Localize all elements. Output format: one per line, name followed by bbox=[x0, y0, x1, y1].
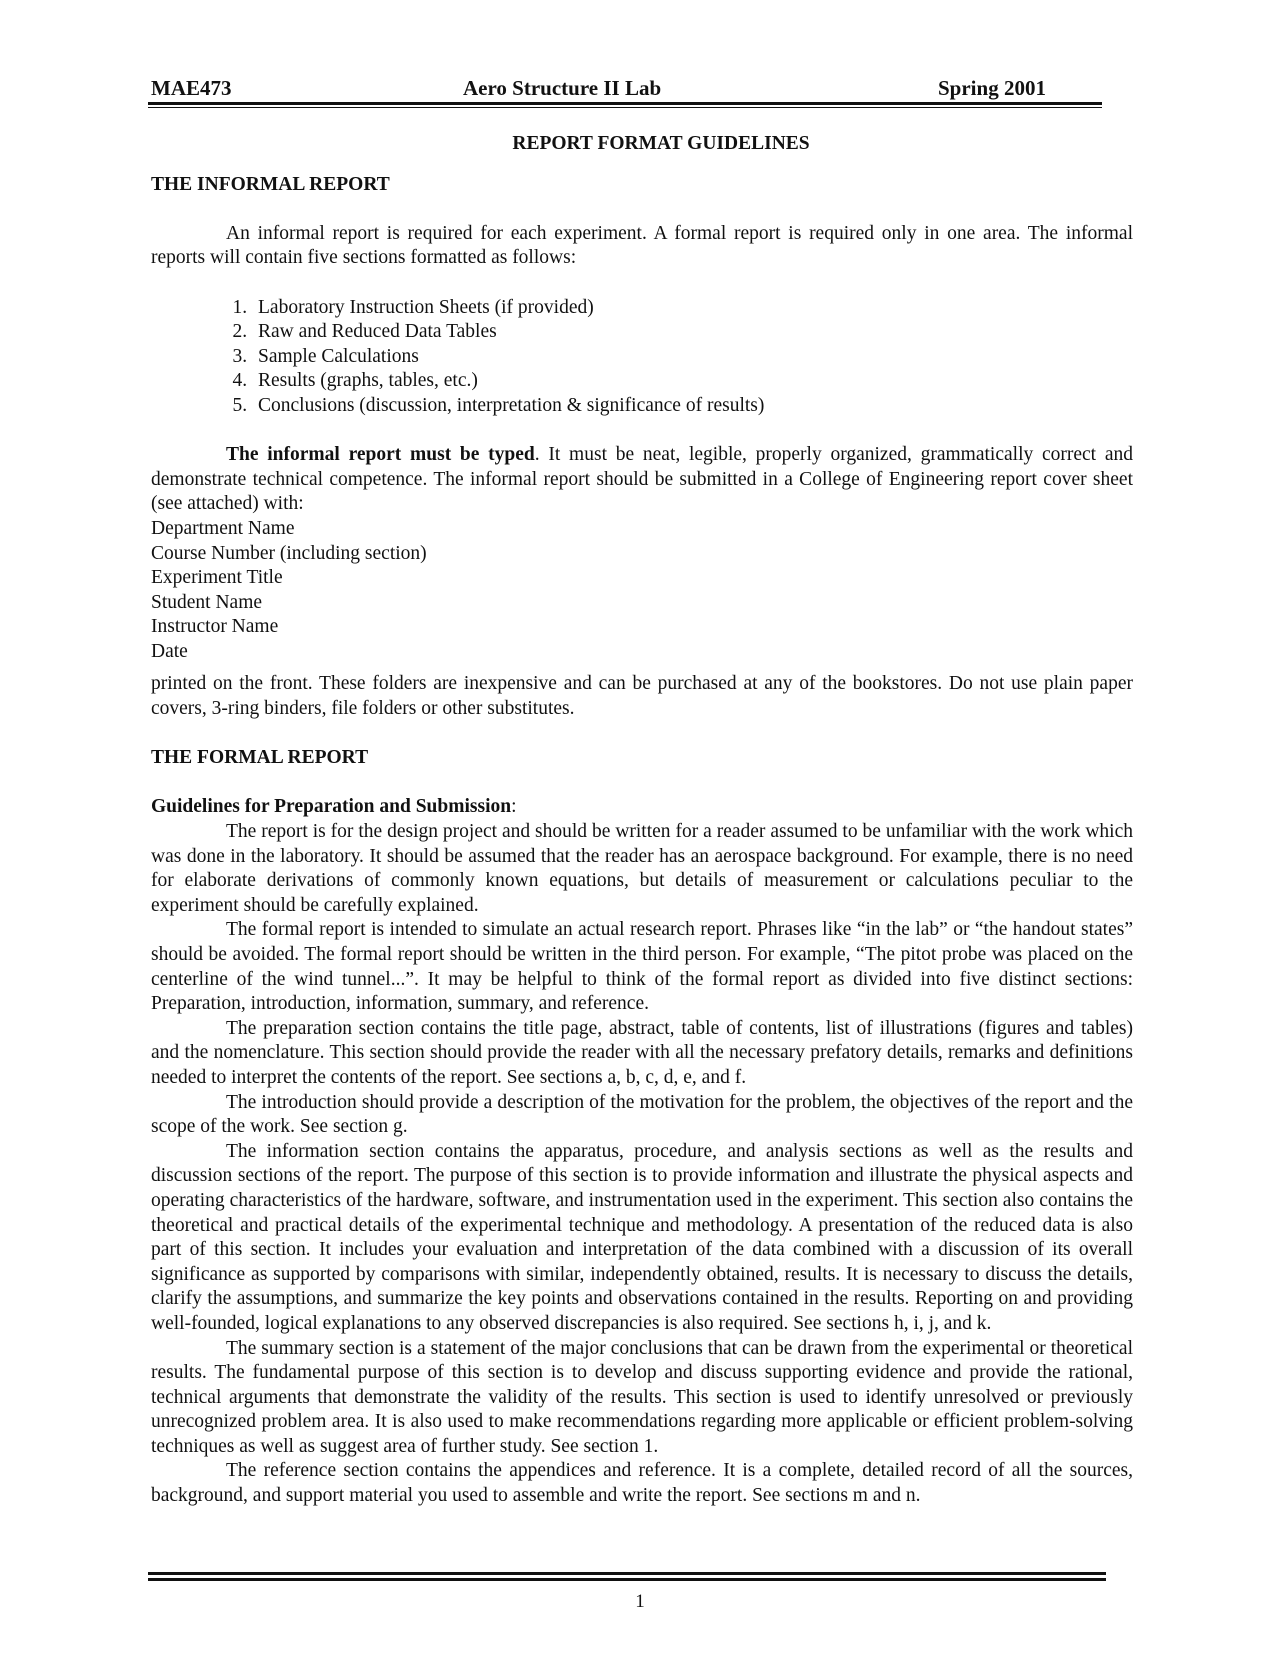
header-course: MAE473 bbox=[151, 76, 232, 100]
header-term: Spring 2001 bbox=[938, 76, 1046, 100]
list-item: 1. Laboratory Instruction Sheets (if provided) bbox=[252, 296, 1133, 321]
informal-sections-list bbox=[151, 296, 1133, 419]
formal-paragraph: The preparation section contains the title page, abstract, table of contents, list of illustrations (figures and tables) and the nomenclature. This section should provide the reader with all the necessary prefatory details, remarks and definitions needed to interpret the contents of the report. See sections a, b, c, d, e, and f. bbox=[151, 1017, 1133, 1088]
footer-rule-lower bbox=[148, 1578, 1106, 1581]
formal-subheading bbox=[151, 795, 1133, 820]
list-item: 5. Conclusions (discussion, interpretation & significance of results) bbox=[252, 394, 1133, 419]
footer-rule-upper bbox=[148, 1572, 1106, 1575]
cover-item: Course Number (including section) bbox=[151, 542, 427, 564]
cover-item: Date bbox=[151, 640, 188, 662]
list-item: 3. Sample Calculations bbox=[252, 345, 1133, 370]
header-lab-title: Aero Structure II Lab bbox=[463, 76, 662, 100]
list-item: 2. Raw and Reduced Data Tables bbox=[252, 320, 1133, 345]
formal-paragraph: The report is for the design project and should be written for a reader assumed to be unfamiliar with the work which was done in the laboratory. It should be assumed that the reader has an aerospace background. For example, there is no need for elaborate derivations of commonly known equations, but details of measurement or calculations peculiar to the experiment should be carefully explained. bbox=[151, 821, 1133, 916]
typed-requirement-paragraph bbox=[151, 443, 1133, 517]
cover-item: Department Name bbox=[151, 517, 295, 539]
informal-report-heading: THE INFORMAL REPORT bbox=[151, 173, 390, 195]
formal-paragraph: The formal report is intended to simulate an actual research report. Phrases like “in the lab” or “the handout states” should be avoided. The formal report should be written in the third person. For example, “The pitot probe was placed on the centerline of the wind tunnel...”. It may be helpful to think of the formal report as divided into five distinct sections: Preparation, introduction, information, summary, and reference. bbox=[151, 919, 1133, 1015]
typed-requirement-text: . It must be neat, legible, properly organized, grammatically correct and demonstrate technical competence. The informal report should be submitted in a College of Engineering report cover sheet (see attached) with: bbox=[151, 444, 1134, 515]
list-item: 4. Results (graphs, tables, etc.) bbox=[252, 369, 1133, 394]
page-number: 1 bbox=[635, 1591, 645, 1612]
formal-report-heading: THE FORMAL REPORT bbox=[151, 747, 369, 769]
typed-requirement-emphasis: The informal report must be typed bbox=[226, 444, 535, 466]
cover-note-paragraph: printed on the front. These folders are inexpensive and can be purchased at any of the bookstores. Do not use plain paper covers, 3-ring binders, file folders or other substitutes. bbox=[151, 673, 1133, 720]
cover-sheet-items bbox=[151, 517, 1133, 665]
formal-subheading-colon: : bbox=[511, 796, 517, 818]
cover-item: Student Name bbox=[151, 591, 263, 613]
document-body bbox=[151, 132, 1133, 1509]
header-rule-thick bbox=[148, 102, 1102, 105]
header-rule-thin bbox=[148, 107, 1102, 108]
formal-paragraph: The introduction should provide a description of the motivation for the problem, the objectives of the report and the scope of the work. See section g. bbox=[151, 1091, 1133, 1138]
formal-paragraph: The information section contains the apparatus, procedure, and analysis sections as well as the results and discussion sections of the report. The purpose of this section is to provide information and illustrate the physical aspects and operating characteristics of the hardware, software, and instrumentation used in the experiment. This section also contains the theoretical and practical details of the experimental technique and methodology. A presentation of the reduced data is also part of this section. It includes your evaluation and interpretation of the data combined with a discussion of its overall significance as supported by comparisons with similar, independently obtained, results. It is necessary to discuss the details, clarify the assumptions, and summarize the key points and observations contained in the results. Reporting on and providing well-founded, logical explanations to any observed discrepancies is also required. See sections h, i, j, and k. bbox=[151, 1140, 1133, 1334]
formal-subheading-text: Guidelines for Preparation and Submission bbox=[151, 796, 512, 818]
informal-intro-paragraph: An informal report is required for each experiment. A formal report is required only in one area. The informal reports will contain five sections formatted as follows: bbox=[151, 222, 1133, 269]
formal-paragraph: The reference section contains the appendices and reference. It is a complete, detailed record of all the sources, background, and support material you used to assemble and write the report. See sections m and n. bbox=[151, 1460, 1133, 1507]
formal-paragraph: The summary section is a statement of the major conclusions that can be drawn from the experimental or theoretical results. The fundamental purpose of this section is to develop and discuss supporting evidence and provide the rational, technical arguments that demonstrate the validity of the results. This section is used to identify unresolved or previously unrecognized problem area. It is also used to make recommendations regarding more applicable or efficient problem-solving techniques as well as suggest area of further study. See section 1. bbox=[151, 1337, 1133, 1457]
cover-item: Experiment Title bbox=[151, 567, 283, 589]
page-title: REPORT FORMAT GUIDELINES bbox=[512, 133, 810, 154]
cover-item: Instructor Name bbox=[151, 616, 279, 638]
